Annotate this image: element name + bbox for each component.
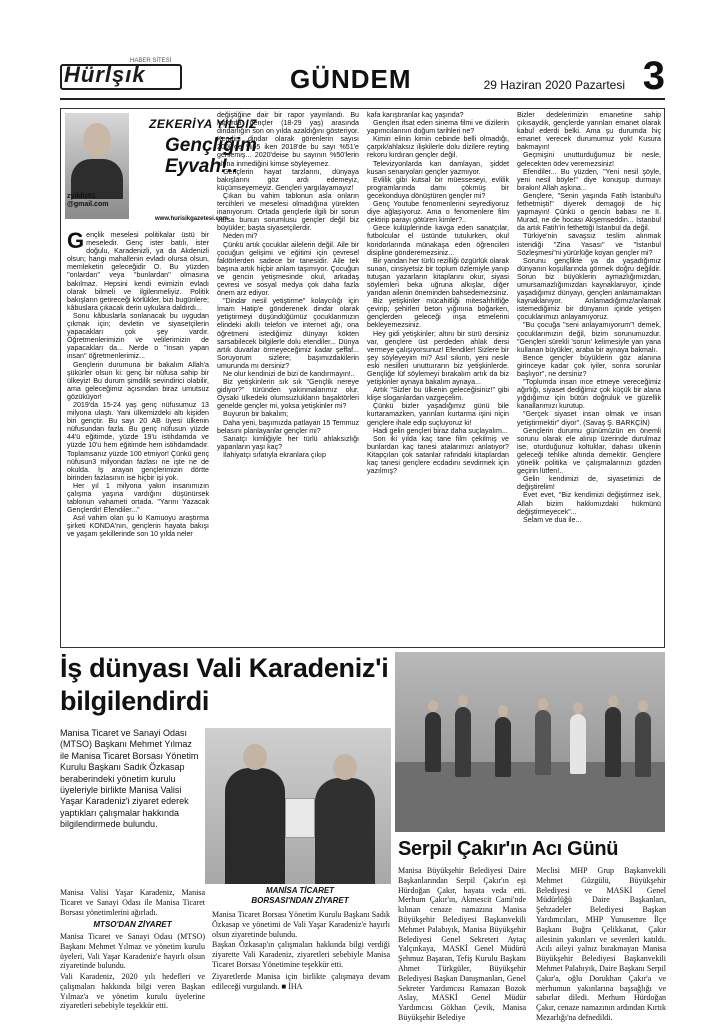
author-handle: zyildiz61 @gmail.com (67, 193, 109, 208)
column-paragraph: Gençlik meselesi politikalar üstü bir meseledir. Genç ister batılı, ister doğulu, Karadenizli, ya da Akdenizli olsun; hangi mahallenin evladı olursa olsun, memleketin geleceğidir O. Bu yüzden ''onlardan'' veya ''bunlardan'' olmasına bakılmaz. Hepsini kendi evimizin evladı olarak bilmeli ve ilgilenmeliyiz. Politik bakışların getireceği körlükler, bizi bugünlere; kâbuslara çıkacak derin uykulara daldırdı... (67, 231, 209, 312)
meeting-photo (205, 728, 391, 884)
prayer-photo (395, 652, 665, 832)
story1-para6: Ziyaretlerde Manisa için birlikte çalışmaya devam edileceği vurgulandı. ■ İHA (212, 972, 390, 991)
story2-col1: Manisa Büyükşehir Belediyesi Daire Başkanlarından Serpil Çakır'ın eşi Hürdoğan Çakır, hayata veda etti. Merhum Çakır'ın, Akmescit Cami'nde kılınan cenaze namazına Manisa Büyükşehir Belediyesi Başkanvekili Mehmet Palabıyık, Manisa Büyükşehir Belediyesi Genel Sekreteri Aytaç Yalçınkaya, MASKİ Genel Müdürü Şehmuz Başaran, Tefiş Kurulu Başkanı Ahmet Türkgüler, Büyükşehir Belediyesi Başkan Danışmanları, Genel Sekreter Yardımcısı Ramazan Bozok Aslay, MASKİ Genel Müdür Yardımcısı Gökhan Çevik, Manisa Büyükşehir Belediye (398, 866, 526, 1022)
column-paragraph: Neden mi? (223, 232, 258, 241)
section-title: GÜNDEM (290, 64, 412, 94)
column-paragraph: Buyurun bir bakalım; (223, 410, 289, 419)
column-paragraph: Bizler dedelerimizin emanetine sahip çıkısaydık, gençlerde yarınları emanet olarak kabul ederdi belki. Ama şu durumda hiç emanet verecek durumumuz yok! Kusura bakmayın! (517, 111, 661, 152)
story1-subhead1: MTSO'DAN ZİYARET (93, 920, 172, 929)
column-paragraph: Son iki yılda kaç tane film çekilmiş ve bunlardan kaç tanesi atalarımızı anlatıyor? Kitapçıları çok satanlar rafındaki kitaplardan kaç tanesi gençlere ecdadını sevdirmek için yazılmış? (367, 434, 509, 476)
column-paragraph: Sonu kâbuslarla sonlanacak bu uygudan çıkmak için; devletin ve siyasetçilerin yapacakları çok şey vardır. Öğretmenlerimizin ve velilerimizin de yapacakları da... Nerde o ''insan yapan insan'' öğretmenlerimiz... (67, 311, 209, 361)
story1-para1: Manisa Valisi Yaşar Karadeniz, Manisa Ticaret ve Sanayi Odası ile Manisa Ticaret Borsası yönetimlerini ağırladı. (60, 888, 205, 917)
logo-text: Hürlşık (64, 62, 146, 87)
column-paragraph: Biz yetişkinler mücahitliği mitesahhitliğe çevirip; şehirleri beton yığınına boğarken, gençlerden geleceği inşa etmelerini bekleyemezsiniz. (367, 297, 509, 330)
column-paragraph: "Bu çocuğa "seni anlayamıyorum"! demek, çocuklarımızın değil, bizim sorunumuzdur. "Gençleri sürekli 'sorun' kelimesiyle yan yana kullanan büyükler, araba bir aynaya bakmalı. (517, 321, 661, 354)
column-paragraph: Gençlerin durumu günümüzün en önemli sorunu olarak ele alınıp üzerinde durulmaz ise, oturduğunuz koltuklar, dahası ülkenin geleceği tehlike altında demektir. Gençlere yönelik politika ve çalışmalarınızı gözden geçirin lütfen!.. (517, 426, 661, 476)
story1-para2: Manisa Ticaret ve Sanayi Odası (MTSO) Başkanı Mehmet Yılmaz ve yönetim kurulu üyeleri, Vali Yaşar Karadeniz'e hayırlı olsun ziyaretinde bulundu. (60, 932, 205, 971)
story2-col2: Meclisi MHP Grup Başkanvekili Mehmet Güzgülü, Büyükşehir Belediyesi ve MASKİ Genel Müdürlüğü Daire Başkanları, Şehzadeler Belediyesi Başkan Yardımcıları, MHP Yunusemre İlçe Başkanı Buğra Çelikkanat, Çakır ailesinin yakınları ve sevenleri katıldı. Acılı aileyi yalnız bırakmayan Manisa Büyükşehir Belediyesi Başkanvekili Mehmet Palabıyık, Daire Başkanı Serpil Çakır'a, oğlu Dorukhan Çakır'a ve merhumun yakınlarına başsağlığı ve sabırlar diledi. Merhum Hürdoğan Çakır, cenaze namazının ardından Kırtık Mezarlığı'na defnedildi. (536, 866, 666, 1022)
column-paragraph: "Gerçek siyaset insan olmak ve insan yetiştirmektir" diyor". (Savaş Ş. BARKÇİN) (517, 410, 661, 427)
column-paragraph: Bence gençler büyüklerin göz alanına girinceye kadar çok iyiler, sonra sorunlar başlıyor", ne dersiniz? (517, 353, 661, 378)
column-paragraph: Biz yetişkinlerin sık sık "Gençlik nereye gidiyor?" türünden yakınmalarımız olur. Oysaki ülkedeki olumsuzlukların başaktörleri genelde gençler mi, yoksa yetişkinler mi? (217, 378, 359, 411)
masthead (60, 54, 665, 100)
column-paragraph: Evlilik gibi kutsal bir müesseseyi, evlilik programlarında damı çökmüş bir gecekonduya dönüştüren gençler mi? (367, 175, 509, 200)
column-paragraph: Kimin elinin kimin cebinde belli olmadığı, çarpık/ahlaksız ilişkilerle dolu dizilere reyting rekoru kırdıran gençler değil. (367, 135, 509, 160)
column-paragraph: Çünkü bizler yaşadığımız günü bile kurtaramazken, yarınları kurtarma işini niçin gençlere ihale edip suçluyoruz ki! (367, 402, 509, 427)
story2-headline: Serpil Çakır'ın Acı Günü (398, 838, 619, 860)
issue-date: 29 Haziran 2020 Pazartesi (483, 78, 625, 92)
column-text-2 (217, 111, 359, 645)
column-paragraph: Asıl vahim olan şu ki Kamuoyu araştırma şirketi KONDA'nın, gençlerin hayata bakışı ve yaşam şekillerinde son 10 yılda neler (67, 514, 209, 539)
column-paragraph: Artık "Sizler bu ülkenin geleceğisiniz!" gibi klişe sloganlardan vazgeçelim. (367, 386, 509, 403)
logo-tagline: HABER SİTESİ (130, 58, 172, 64)
page-number: 3 (642, 54, 665, 98)
story1-subhead2: MANİSA TİCARET BORSASI'NDAN ZİYARET (251, 886, 349, 905)
column-paragraph: "Toplumda insan ince etmeye vereceğimiz ağırlığı, siyaset dediğimiz çok küçük bir alana yığdığımız için bütün doğruluk ve güzellik kanallarımızı kurutup. (517, 378, 661, 411)
column-paragraph: Bir yandan her türlü rezilliği özgürlük olarak sunan, cinsiyetsiz bir toplum özlemiyle yanıp tutuşan yazarların kitaplarını okur, siyasi söylemleri beka uğruna alkışlar, diğer yandan ailenin öneminden bahsedemezsiniz. (367, 256, 509, 298)
column-paragraph: Genç Youtube fenomenlerini seyrediyoruz diye ağlaşıyoruz. Ama o fenomenlere film çektirip parayı götüren kimler?.. (367, 200, 509, 225)
column-paragraph: "Dindar nesil yetiştirme" kolaycılığı için İmam Hatip'e gönderenek dindar olarak yetiştirmeyi düşündüğümüz çocuklarımızın elindeki akıllı telefon ve internet ağı, ona öğretmeni istediğimiz dünyayı kökten sarsabilecek bilgilerle dolu etendiler... Dünya artık duvarlar örmeyeceğimiz kadar şeffaf... Soruyorum sizlere; başımızdakilerin umurunda mı dersiniz? (217, 297, 359, 370)
column-paragraph: Gençlerin durumuna bir bakalım Allah'a şükürler olsun ki: genç bir nüfusa sahip bir ülkeyiz! Bu durum şimdilik sevindirici olabilir, ama geleceğimiz açısından biraz umutsuz gözüküyor! (67, 360, 209, 401)
column-title: Gençliğim Eyvah!.. (165, 135, 257, 177)
column-paragraph: Efendiler... Bu yüzden, "Yeni nesil şöyle, yeni nesil böyle!" diye konuşup durmayı bırakın! Allah aşkına... (517, 167, 661, 192)
column-paragraph: Gençleri ifsat eden sinema filmi ve dizilerin yapımcılarının doğum tarihleri ne? (367, 119, 509, 136)
story1-headline: İş dünyası Vali Karadeniz'i bilgilendirdi (60, 653, 389, 716)
column-paragraph: Ne olur kendinizi de bizi de kandırmayın!.. (223, 370, 355, 378)
column-paragraph: Çıkan bu vahim tablonun asla onların tercihleri ve meselesi olmadığına yürekten inanıyorum. Ortada gençlerle ilgili bir sorun varsa bunun sorumlusu gençler değil biz büyükler; başta siyasetçilerdir. (217, 191, 359, 233)
column-text-1 (67, 231, 209, 645)
column-paragraph: Türkiye'nin savaşsız teslim alınmak istendiği "Zina Yasası" ve "İstanbul Sözleşmesi"ni yürürlüğe koyan gençler mi? (517, 232, 661, 257)
opinion-column (60, 108, 665, 648)
story1-lead: Manisa Ticaret ve Sanayi Odası (MTSO) Başkanı Mehmet Yılmaz ile Manisa Ticaret Borsası Yönetim Kurulu Başkanı Sadık Özkasap beraberindeki yönetim kurulu üyeleriyle birlikte Manisa Valisi Yaşar Karadeniz'i ziyaret ederek yaptıkları çalışmalar hakkında bilgilendirmede bulundu. (60, 728, 199, 830)
column-paragraph: Evet evet, "Biz kendimizi değiştirmez isek, Allah bizim hakkımızdaki hükmünü değiştirmeyecek"... (517, 491, 661, 516)
column-paragraph: Selam ve dua ile... (523, 515, 582, 524)
column-paragraph: Gelin kendimizi de, siyasetimizi de değiştirelim! (517, 475, 661, 492)
column-text-4 (517, 111, 661, 645)
newspaper-logo[interactable] (60, 58, 182, 94)
story1-para4: Manisa Ticaret Borsası Yönetim Kurulu Başkanı Sadık Özkasap ve yönetimi de Vali Yaşar Karadeniz'e hayırlı olsun ziyaretinde bulundu. (212, 910, 390, 939)
column-paragraph: Gençlere, "Senin yaşında Fatih İstanbul'u fethetmişti!" diyerek demagoji de hiç yapmayın! Çünkü o gencin babası ne II. Murad, ne de hocası Akşemseddin... İstanbul da artık Fatih'in fethettiği İstanbul da değil. (517, 191, 661, 233)
column-text-3 (367, 111, 509, 645)
column-paragraph: Daha yeni, başımızda patlayan 15 Temmuz belasını planlayanlar gençler mi? (217, 418, 359, 435)
column-paragraph: Sorunu gençlikte ya da yaşadığımız dünyanın koşullarında görmek doğru değildir. Sorun biz büyüklerin aymazlığımızdan, umursamazlığımızdan kaynaklanıyor, içinde yaşadığımız dünyayı, gençleri anlamamaktan kaynaklanıyor. Anlamadığımız/anlamak istemediğimiz bir dünyanın içinde yetişen çocuklarımızı anlayamıyoruz. (517, 256, 661, 322)
column-paragraph: Hey gidi yetişkinler; altını bir sürü dersiniz var, gençlere üst perdeden ahlak dersi vermeye çalışıyorsunuz! Efendiler! Sizlere bir şey söyleyeyim mi? Asıl sıkıntı, yeni nesle eski nesilleri unuttuırarın biz yetişkinlerde. Gençliğe lüf söylemeyi bırakalım artık da biz yetişkinler aynaya bakalım aynaya... (367, 329, 509, 387)
column-paragraph: İlahiyatçı sıfatıyla ekranlara çıkıp (223, 450, 326, 459)
story1-para5: Başkan Özkasap'ın çalışmaları hakkında bilgi verdiği ziyarette Vali Karadeniz, ziyaretleri sebebiyle Manisa Ticaret Borsası Yönetimine teşekkür etti. (212, 940, 390, 969)
column-paragraph: 2019'da 15-24 yaş genç nüfusumuz 13 milyona ulaştı. Yani ülkemizdeki altı kişiden biri gençtir. Bu sayı 20 AB üyesi ülkenin nüfusundan fazla. Bu genç nüfusun yüzde 44'ü eğitimde, yüzde 19'u istihdamda ve yüzde 10'u hem eğitimde hem istihdamdadır. Toplamsanız yüzde 100 etmiyor! Çünkü genç nüfusun3 milyondan fazlası ne işte ne de okulda. İş arayan gençlerimizin dörtte birinden fazlasının ise hiçbir işi yok. (67, 400, 209, 482)
column-paragraph: Televizyonlarda kan damlayan, şiddet kusan senaryoları gençler yazmıyor. (367, 159, 509, 176)
column-paragraph: Sanatçı kimliğiyle her türlü ahlaksızlığı yapanların yaşı kaç? (217, 434, 359, 451)
column-paragraph: Hadi gelin gençleri biraz daha suçlayalım... (373, 426, 508, 435)
author-photo (65, 113, 129, 219)
column-paragraph: kafa karıştıranlar kaç yaşında? (367, 111, 464, 119)
column-paragraph: Gençlerin hayat tarzlarını, dünyaya bakışlarını göz ardı edemeyiz, küçümseyemeyiz. Gençleri yargılayamayız! (217, 167, 359, 192)
column-paragraph: değiştiğine dair bir rapor yayınlandı. Bu raporda gençler (18-29 yaş) arasında dindarlığın son on yılda azaldığını gösteriyor. Kendini dindar olarak görenlerin sayısı 2008'de %55 iken 2018'de bu sayı %51'e gerilemiş... 2020'deise bu sayının %50'lerin altına inmediğini kimse söyleyemez. (217, 111, 359, 168)
column-paragraph: Çünkü artık çocuklar ailelerin değil. Aile bir çocuğun gelişimi ve eğitimi için çevresel faktörlerden sadece bir tanesidir. Aile tek başına artık hiçbir anlam taşımıyor. Çocuğun ve gencin yetişmesinde okul, arkadaş çevresi ve sosyal medya çok daha fazla önem arz ediyor. (217, 240, 359, 298)
story1-para3: Vali Karadeniz, 2020 yılı hedefleri ve çalışmaları hakkında bilgi veren Başkan Yılmaz'a ve yönetim kurulu üyelerine ziyaretleri sebebiyle teşekkür etti. (60, 972, 205, 1011)
site-url: www.hurisikgazetesi.com (155, 216, 228, 222)
column-paragraph: Geçmişini unutturduğumuz bir nesle, gelecekten ödev veremezsiniz! (517, 151, 661, 168)
column-paragraph: Her yıl 1 milyona yakın insanımızın çalışma yaşına vardığını düşünürsek tablonun vahameti ortada. "Yarını Yazacak Gençlerdir! Efendiler..." (67, 481, 209, 515)
column-paragraph: Gece kulüplerinde kavga eden sanatçılar, futbolcular el üstünde tutulurken, okul koridorlarında münakaşa eden öğrencileri disipline gönderemezsiniz... (367, 224, 509, 257)
author-name: ZEKERİYA YILDIZ (149, 117, 257, 131)
